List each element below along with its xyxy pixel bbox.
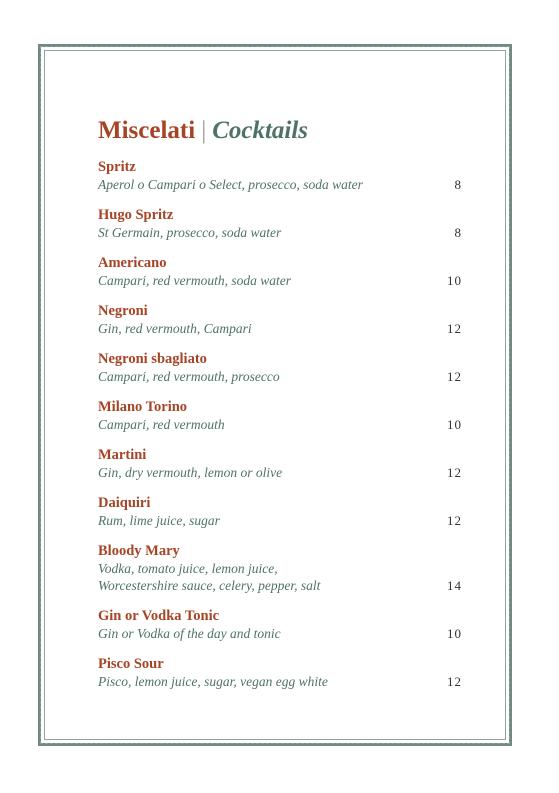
menu-item [98, 398, 464, 433]
menu-item [98, 350, 464, 385]
menu-item-price: 10 [447, 417, 462, 432]
menu-item [98, 542, 464, 594]
menu-item-price: 12 [447, 513, 462, 528]
menu-item-description: Campari, red vermouth [98, 417, 225, 432]
menu-item-description: Aperol o Campari o Select, prosecco, soda water [98, 177, 363, 192]
menu-item-price: 12 [447, 465, 462, 480]
menu-item [98, 254, 464, 289]
menu-item-name: Daiquiri [98, 495, 151, 511]
menu-item-description: Pisco, lemon juice, sugar, vegan egg white [98, 674, 328, 689]
section-title-english: Cocktails [212, 117, 309, 144]
title-separator: | [201, 117, 207, 144]
menu-item-price: 12 [447, 674, 462, 689]
section-title-italian: Miscelati [98, 117, 196, 144]
menu-item-name: Negroni sbagliato [98, 351, 207, 367]
menu-item-name: Americano [98, 255, 167, 271]
menu-item-price: 10 [447, 273, 462, 288]
menu-item-name: Pisco Sour [98, 656, 164, 672]
menu-item-description: Campari, red vermouth, soda water [98, 273, 291, 288]
menu-item-price: 14 [447, 578, 462, 593]
menu-item-description: Campari, red vermouth, prosecco [98, 369, 280, 384]
menu-item-price: 10 [447, 626, 462, 641]
menu-item-description: St Germain, prosecco, soda water [98, 225, 282, 240]
menu-item [98, 607, 464, 642]
menu-item-name: Gin or Vodka Tonic [98, 608, 220, 624]
menu-item-price: 8 [454, 225, 462, 240]
menu-item-name: Martini [98, 447, 147, 463]
menu-item-name: Negroni [98, 303, 148, 319]
menu-item [98, 655, 464, 690]
menu-item-price: 12 [447, 321, 462, 336]
menu-item-description: Rum, lime juice, sugar [98, 513, 220, 528]
menu-item-description: Gin, red vermouth, Campari [98, 321, 252, 336]
page-title [98, 114, 308, 148]
menu-item [98, 158, 464, 193]
menu-item-name: Hugo Spritz [98, 207, 174, 223]
cocktail-menu-list [98, 158, 464, 703]
menu-item-description: Gin, dry vermouth, lemon or olive [98, 465, 283, 480]
menu-item [98, 206, 464, 241]
menu-item-name: Spritz [98, 159, 136, 175]
menu-item [98, 446, 464, 481]
menu-item-name: Bloody Mary [98, 543, 180, 559]
menu-item-price: 12 [447, 369, 462, 384]
menu-item-description: Vodka, tomato juice, lemon juice, Worcestershire sauce, celery, pepper, salt [98, 561, 321, 593]
menu-item [98, 494, 464, 529]
menu-item-price: 8 [454, 177, 462, 192]
menu-item [98, 302, 464, 337]
menu-item-description: Gin or Vodka of the day and tonic [98, 626, 281, 641]
menu-item-name: Milano Torino [98, 399, 188, 415]
